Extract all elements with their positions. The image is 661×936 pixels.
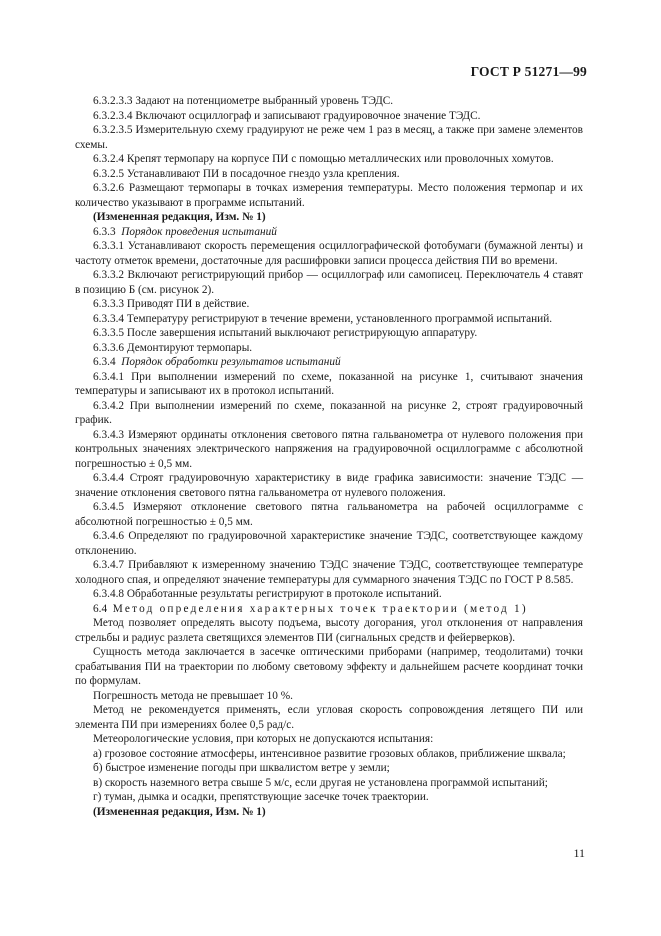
page-number: 11 — [573, 846, 585, 860]
section-title: Метод определения характерных точек траектории — [112, 602, 459, 615]
paragraph — [75, 747, 583, 762]
paragraph — [75, 210, 583, 225]
paragraph — [75, 761, 583, 776]
paragraph — [75, 558, 583, 587]
paragraph — [75, 123, 583, 152]
paragraph-text: 6.3.4.3 Измеряют ординаты отклонения светового пятна гальванометра от нулевого положения при контрольных значениях электрического напряжения на градуировочной осциллограмме с абсолютной погрешностью ± 0,5 мм. — [75, 428, 583, 470]
paragraph-text: 6.3.4.5 Измеряют отклонение светового пятна гальванометра на рабочей осциллограмме с абсолютной погрешностью ± 0,5 мм. — [75, 501, 583, 528]
amendment-note: (Измененная редакция, Изм. № 1) — [93, 211, 266, 223]
section-title-tail: (метод 1) — [458, 602, 528, 615]
paragraph-text: 6.3.2.3.3 Задают на потенциометре выбранный уровень ТЭДС. — [93, 95, 394, 107]
paragraph-text: б) быстрое изменение погоды при шквалистом ветре у земли; — [93, 762, 390, 774]
paragraph-text: 6.3.2.3.4 Включают осциллограф и записывают градуировочное значение ТЭДС. — [93, 109, 481, 122]
paragraph-text: 6.3.3.4 Температуру регистрируют в течение времени, установленного программой испытаний. — [93, 312, 553, 325]
paragraph — [75, 500, 583, 529]
paragraph-text: 6.3.3.3 Приводят ПИ в действие. — [93, 298, 250, 310]
paragraph — [75, 239, 583, 268]
paragraph — [75, 167, 583, 182]
paragraph — [75, 181, 583, 210]
paragraph-text: Погрешность метода не превышает 10 %. — [93, 689, 293, 702]
paragraph-text: 6.3.4.6 Определяют по градуировочной характеристике значение ТЭДС, соответствующее каждому отклонению. — [75, 530, 583, 557]
paragraph — [75, 471, 583, 500]
paragraph — [75, 341, 583, 356]
paragraph-text: 6.3.3.5 После завершения испытаний выключают регистрирующую аппаратуру. — [93, 327, 478, 339]
paragraph-text: 6.3.3.1 Устанавливают скорость перемещения осциллографической фотобумаги (бумажной ленты) и частоту отметок времени, достаточные для расшифровки записи процесса действия ПИ во времени. — [75, 240, 583, 267]
paragraph-text: г) туман, дымка и осадки, препятствующие засечке точек траектории. — [93, 791, 429, 803]
amendment-note: (Измененная редакция, Изм. № 1) — [93, 805, 266, 818]
document-body — [75, 94, 583, 819]
paragraph — [75, 732, 583, 747]
paragraph — [75, 370, 583, 399]
paragraph-text: 6.3.4.4 Строят градуировочную характеристику в виде графика зависимости: значение ТЭДС — значение отклонения светового пятна гальванометра от нулевого положения. — [75, 472, 583, 499]
section-number: 6.4 — [93, 602, 113, 615]
paragraph-text: 6.3.4.1 При выполнении измерений по схеме, показанной на рисунке 1, считывают значения температуры и записывают их в протокол испытаний. — [75, 370, 583, 397]
section-number: 6.3.3 — [93, 225, 122, 238]
paragraph — [75, 689, 583, 704]
paragraph-text: 6.3.4.8 Обработанные результаты регистрируют в протоколе испытаний. — [93, 588, 442, 600]
paragraph — [75, 790, 583, 805]
paragraph-text: 6.3.2.6 Размещают термопары в точках измерения температуры. Место положения термопар и их количество указывают в программе испытаний. — [75, 182, 583, 209]
paragraph-text: 6.3.2.5 Устанавливают ПИ в посадочное гнездо узла крепления. — [93, 167, 400, 180]
paragraph — [75, 428, 583, 472]
paragraph — [75, 355, 583, 370]
paragraph — [75, 616, 583, 645]
paragraph-text: Сущность метода заключается в засечке оптическими приборами (например, теодолитами) точки срабатывания ПИ на траектории по любому световому эффекту и дальнейшем расчете координат точки по формулам. — [75, 646, 583, 687]
paragraph-text: в) скорость наземного ветра свыше 5 м/с, если другая не установлена программой испытаний; — [93, 776, 548, 789]
paragraph — [75, 805, 583, 820]
document-header: ГОСТ Р 51271—99 — [470, 64, 587, 79]
paragraph-text: 6.3.2.3.5 Измерительную схему градуируют не реже чем 1 раз в месяц, а также при замене элементов схемы. — [75, 124, 583, 151]
paragraph — [75, 312, 583, 327]
paragraph — [75, 587, 583, 602]
paragraph-text: а) грозовое состояние атмосферы, интенсивное развитие грозовых облаков, приближение шквала; — [93, 747, 566, 760]
paragraph-text: 6.3.3.6 Демонтируют термопары. — [93, 341, 253, 354]
paragraph — [75, 703, 583, 732]
paragraph-text: Метеорологические условия, при которых не допускаются испытания: — [93, 733, 434, 745]
paragraph — [75, 776, 583, 791]
paragraph-text: Метод позволяет определять высоту подъема, высоту догорания, угол отклонения от направления стрельбы и радиус разлета светящихся элементов ПИ (сигнальных средств и фейерверков). — [75, 617, 583, 644]
paragraph — [75, 268, 583, 297]
paragraph-text: Метод не рекомендуется применять, если угловая скорость сопровождения летящего ПИ или элемента ПИ при измерениях более 0,5 рад/с. — [75, 704, 583, 731]
section-title: Порядок проведения испытаний — [121, 225, 277, 238]
section-title: Порядок обработки результатов испытаний — [121, 356, 341, 368]
paragraph — [75, 94, 583, 109]
paragraph — [75, 152, 583, 167]
paragraph — [75, 326, 583, 341]
paragraph-text: 6.3.3.2 Включают регистрирующий прибор — осциллограф или самописец. Переключатель 4 ставят в позицию Б (см. рисунок 2). — [75, 269, 583, 296]
paragraph — [75, 225, 583, 240]
paragraph-text: 6.3.4.7 Прибавляют к измеренному значению ТЭДС значение ТЭДС, соответствующее температуре холодного спая, и определяют значение температуры для суммарного значения ТЭДС по ГОСТ Р 8.585. — [75, 559, 583, 586]
paragraph — [75, 399, 583, 428]
paragraph — [75, 297, 583, 312]
paragraph-text: 6.3.4.2 При выполнении измерений по схеме, показанной на рисунке 2, строят градуировочный график. — [75, 399, 583, 426]
paragraph — [75, 602, 583, 617]
section-number: 6.3.4 — [93, 356, 122, 368]
paragraph — [75, 529, 583, 558]
paragraph — [75, 645, 583, 689]
paragraph — [75, 109, 583, 124]
paragraph-text: 6.3.2.4 Крепят термопару на корпусе ПИ с помощью металлических или проволочных хомутов. — [93, 153, 554, 165]
